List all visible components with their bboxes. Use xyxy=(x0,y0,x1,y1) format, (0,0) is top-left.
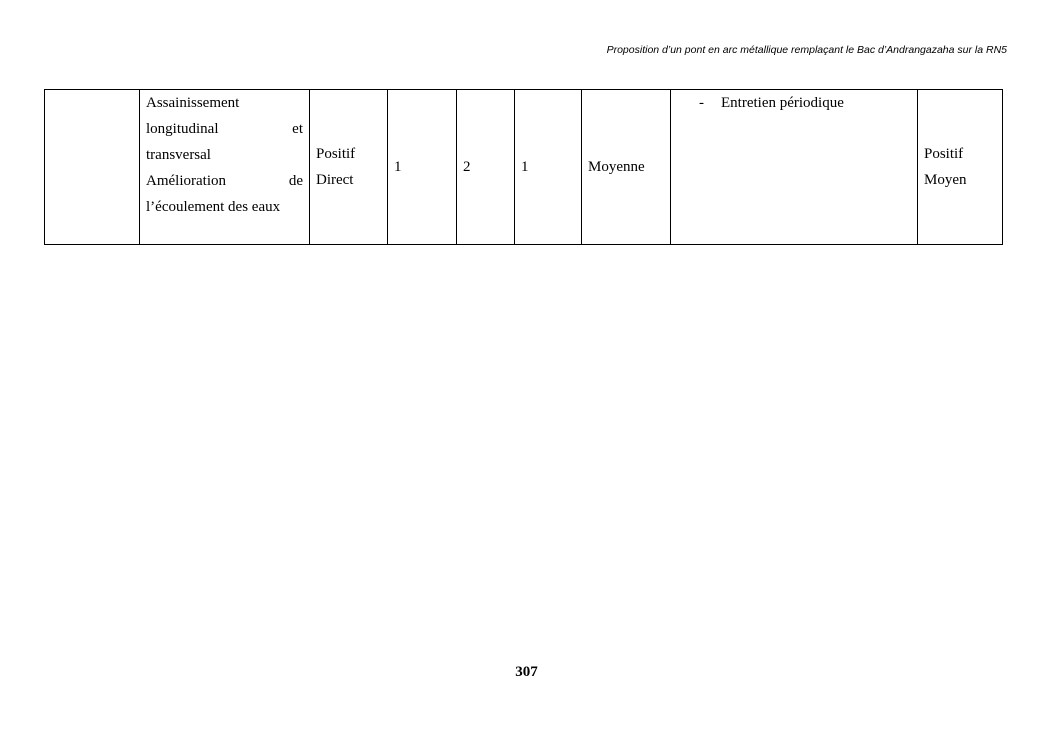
table-row xyxy=(45,90,1003,245)
impact-nature-line: Direct xyxy=(316,172,354,188)
residual-line: Moyen xyxy=(924,172,967,188)
mitigation-measures-cell xyxy=(671,90,918,245)
activity-cell xyxy=(45,90,140,245)
impact-nature-line: Positif xyxy=(316,146,356,162)
value-cell-1: 1 xyxy=(388,90,457,245)
running-header: Proposition d’un pont en arc métallique remplaçant le Bac d’Andrangazaha sur la RN5 xyxy=(606,44,1007,56)
impact-line: Assainissement xyxy=(146,95,240,111)
impact-line: transversal xyxy=(146,147,211,163)
impact-line: Amélioration de xyxy=(146,173,303,189)
impact-nature-cell xyxy=(310,90,388,245)
impact-description-cell xyxy=(140,90,310,245)
bullet-dash: - xyxy=(699,95,704,111)
value-cell-2: 2 xyxy=(457,90,515,245)
importance-cell: Moyenne xyxy=(582,90,671,245)
value-cell-3: 1 xyxy=(515,90,582,245)
measure-text: Entretien périodique xyxy=(721,95,844,111)
impact-line: longitudinal et xyxy=(146,121,303,137)
impact-line: l’écoulement des eaux xyxy=(146,199,281,215)
impact-table xyxy=(44,89,1002,245)
residual-impact-cell xyxy=(918,90,1003,245)
impact-table-grid xyxy=(44,89,1003,245)
page-number: 307 xyxy=(515,664,538,680)
measure-item xyxy=(677,90,911,116)
residual-line: Positif xyxy=(924,146,964,162)
